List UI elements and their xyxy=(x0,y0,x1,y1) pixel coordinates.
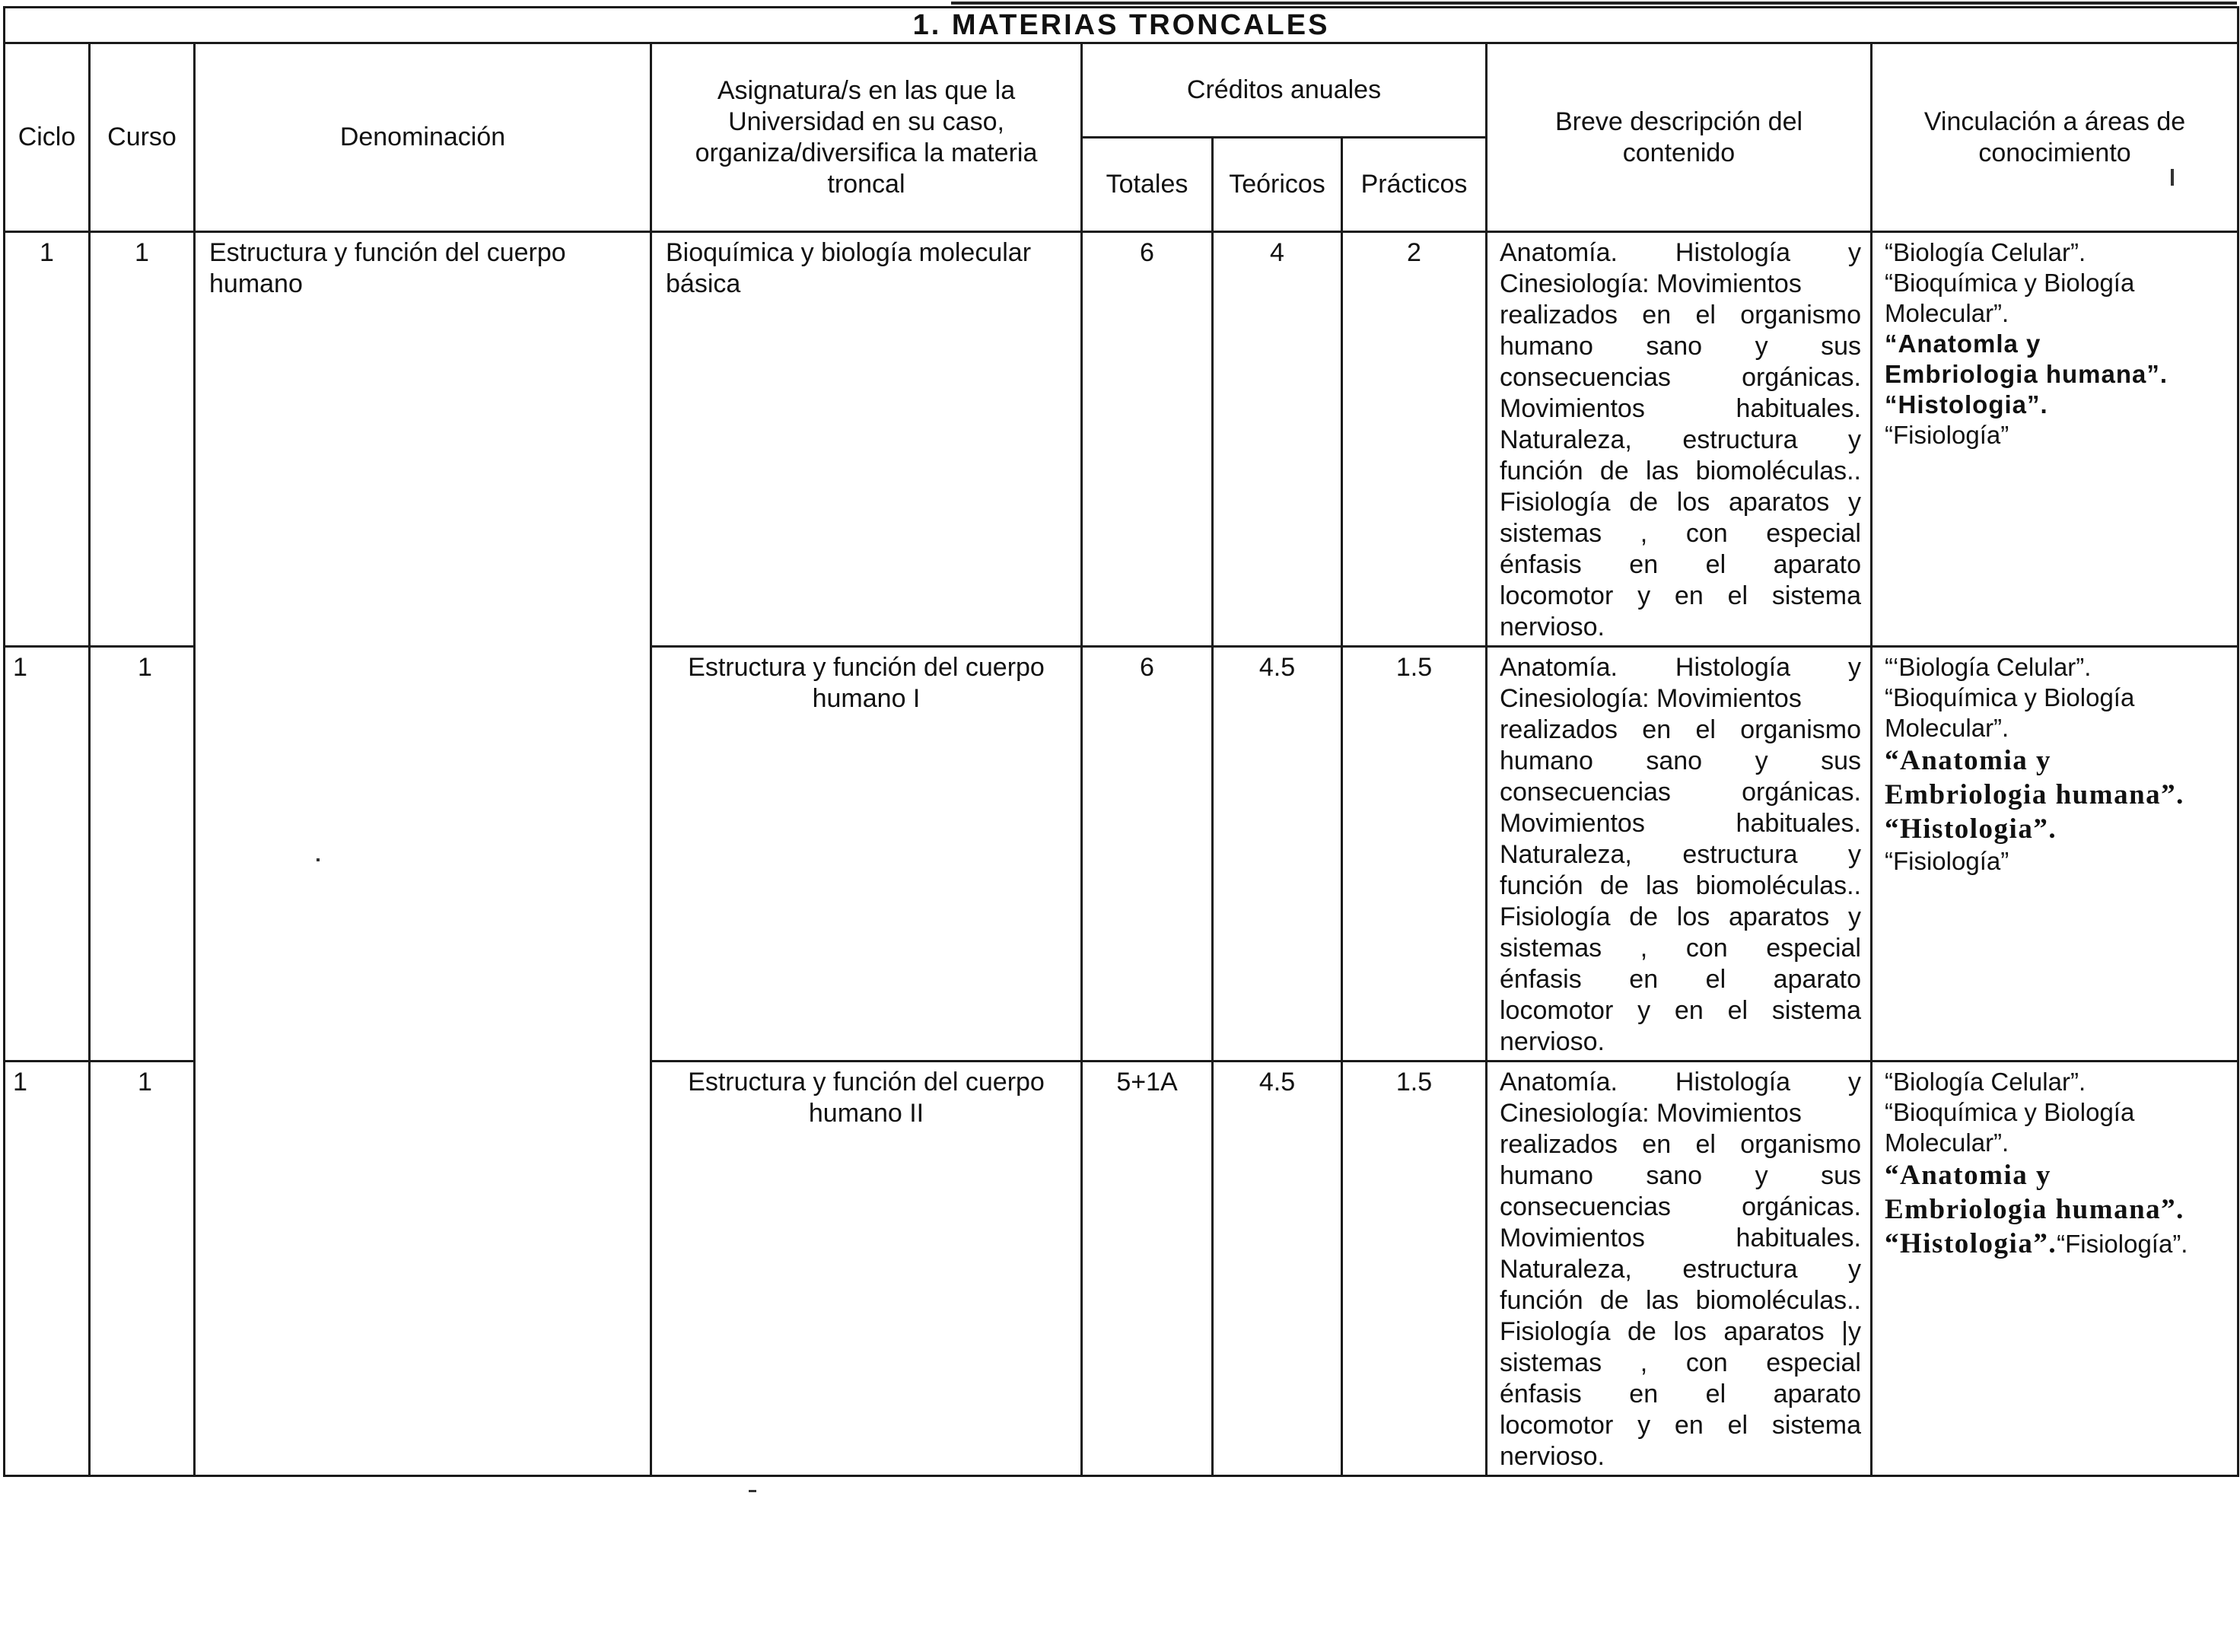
cell-totales: 5+1A xyxy=(1082,1062,1213,1476)
cell-denominacion: Estructura y función del cuerpo humano xyxy=(195,232,651,1476)
vinc-line: “Fisiología” xyxy=(1885,421,2009,449)
desc-line: realizados en el organismo xyxy=(1500,715,1861,744)
desc-line: sistemas , con especial xyxy=(1500,934,1861,963)
desc-line: Movimientos habituales. xyxy=(1500,394,1861,423)
cell-curso: 1 xyxy=(90,647,195,1062)
desc-line: realizados en el organismo xyxy=(1500,301,1861,329)
cell-ciclo: 1 xyxy=(5,232,90,647)
desc-line: humano sano y sus xyxy=(1500,332,1861,361)
vinc-line: Molecular”. xyxy=(1885,714,2009,742)
vinc-line: Embriologia humana”. xyxy=(1885,779,2184,810)
header-vinculacion: Vinculación a áreas de conocimiento xyxy=(1872,43,2238,232)
vinc-line: Embriologia humana”. xyxy=(1885,360,2168,388)
desc-line: nervioso. xyxy=(1500,1442,1605,1471)
materias-troncales-table xyxy=(3,6,2239,1477)
vinc-line: “Bioquímica y Biología xyxy=(1885,1098,2135,1126)
desc-line: locomotor y en el sistema xyxy=(1500,581,1861,610)
header-creditos-anuales: Créditos anuales xyxy=(1082,43,1487,138)
vinc-histologia: “Histologia”. xyxy=(1885,1228,2057,1259)
header-curso: Curso xyxy=(90,43,195,232)
desc-line: consecuencias orgánicas. xyxy=(1500,1192,1861,1221)
table-row xyxy=(5,232,2238,647)
desc-line: locomotor y en el sistema xyxy=(1500,1411,1861,1440)
desc-line: locomotor y en el sistema xyxy=(1500,996,1861,1025)
vinc-line: “Fisiología” xyxy=(1885,847,2009,875)
desc-line: Naturaleza, estructura y xyxy=(1500,425,1861,454)
header-descripcion: Breve descripción del contenido xyxy=(1487,43,1872,232)
vinc-line: Molecular”. xyxy=(1885,1128,2009,1157)
desc-line: Naturaleza, estructura y xyxy=(1500,840,1861,869)
header-ciclo: Ciclo xyxy=(5,43,90,232)
cell-ciclo: 1 xyxy=(5,647,90,1062)
desc-line: énfasis en el aparato xyxy=(1500,965,1861,994)
vinc-line: “Histologia”. xyxy=(1885,390,2048,419)
vinc-line: “Biología Celular”. xyxy=(1885,1068,2086,1096)
desc-line: consecuencias orgánicas. xyxy=(1500,363,1861,392)
header-teoricos: Teóricos xyxy=(1213,138,1342,232)
desc-line: Movimientos habituales. xyxy=(1500,809,1861,838)
cell-curso: 1 xyxy=(90,1062,195,1476)
desc-line: Naturaleza, estructura y xyxy=(1500,1255,1861,1284)
table-title: 1. MATERIAS TRONCALES xyxy=(5,8,2238,43)
desc-line: Fisiología de los aparatos y xyxy=(1500,488,1861,517)
cell-practicos: 1.5 xyxy=(1342,1062,1487,1476)
cell-totales: 6 xyxy=(1082,647,1213,1062)
desc-line: Fisiología de los aparatos |y xyxy=(1500,1317,1861,1346)
desc-line: énfasis en el aparato xyxy=(1500,550,1861,579)
vinc-line: “Anatomla y xyxy=(1885,329,2041,358)
cell-totales: 6 xyxy=(1082,232,1213,647)
desc-line: consecuencias orgánicas. xyxy=(1500,778,1861,807)
cell-descripcion xyxy=(1487,1062,1872,1476)
vinc-line: “Biología Celular”. xyxy=(1885,238,2086,266)
scan-speck xyxy=(749,1490,756,1492)
desc-line: Movimientos habituales. xyxy=(1500,1224,1861,1253)
cell-curso: 1 xyxy=(90,232,195,647)
cell-practicos: 1.5 xyxy=(1342,647,1487,1062)
desc-line: Anatomía. Histología y xyxy=(1500,238,1861,267)
header-row-1 xyxy=(5,43,2238,138)
desc-line: sistemas , con especial xyxy=(1500,519,1861,548)
header-totales: Totales xyxy=(1082,138,1213,232)
header-asignatura: Asignatura/s en las que la Universidad en su caso, organiza/diversifica la materia troncal xyxy=(651,43,1082,232)
title-row xyxy=(5,8,2238,43)
cell-practicos: 2 xyxy=(1342,232,1487,647)
scan-speck xyxy=(2171,169,2174,186)
cell-descripcion xyxy=(1487,232,1872,647)
desc-line: sistemas , con especial xyxy=(1500,1348,1861,1377)
desc-line: Anatomía. Histología y xyxy=(1500,653,1861,682)
vinc-line: Molecular”. xyxy=(1885,299,2009,327)
desc-line: humano sano y sus xyxy=(1500,746,1861,775)
cell-vinculacion xyxy=(1872,232,2238,647)
vinc-line: Embriologia humana”. xyxy=(1885,1194,2184,1225)
cell-teoricos: 4.5 xyxy=(1213,1062,1342,1476)
vinc-line: “‘Biología Celular”. xyxy=(1885,653,2092,681)
desc-line: realizados en el organismo xyxy=(1500,1130,1861,1159)
desc-line: nervioso. xyxy=(1500,613,1605,641)
cell-vinculacion xyxy=(1872,1062,2238,1476)
desc-line: función de las biomoléculas.. xyxy=(1500,871,1861,900)
vinc-fisiologia: “Fisiología”. xyxy=(2057,1230,2188,1258)
desc-line: Cinesiología: Movimientos xyxy=(1500,269,1802,298)
cell-descripcion xyxy=(1487,647,1872,1062)
top-rule xyxy=(951,2,2237,5)
cell-asignatura: Estructura y función del cuerpo humano I xyxy=(651,647,1082,1062)
vinc-line: “Anatomia y xyxy=(1885,745,2051,776)
desc-line: énfasis en el aparato xyxy=(1500,1380,1861,1408)
vinc-line: “Bioquímica y Biología xyxy=(1885,683,2135,711)
desc-line: humano sano y sus xyxy=(1500,1161,1861,1190)
desc-line: Cinesiología: Movimientos xyxy=(1500,1099,1802,1128)
vinc-line: “Anatomia y xyxy=(1885,1160,2051,1191)
vinc-line: “Bioquímica y Biología xyxy=(1885,269,2135,297)
header-denominacion: Denominación xyxy=(195,43,651,232)
cell-asignatura: Bioquímica y biología molecular básica xyxy=(651,232,1082,647)
desc-line: Anatomía. Histología y xyxy=(1500,1068,1861,1097)
vinc-line: “Histologia”. xyxy=(1885,813,2057,845)
desc-line: función de las biomoléculas.. xyxy=(1500,457,1861,485)
cell-ciclo: 1 xyxy=(5,1062,90,1476)
desc-line: Cinesiología: Movimientos xyxy=(1500,684,1802,713)
cell-teoricos: 4.5 xyxy=(1213,647,1342,1062)
desc-line: Fisiología de los aparatos y xyxy=(1500,902,1861,931)
cell-teoricos: 4 xyxy=(1213,232,1342,647)
desc-line: nervioso. xyxy=(1500,1027,1605,1056)
cell-asignatura: Estructura y función del cuerpo humano II xyxy=(651,1062,1082,1476)
cell-vinculacion xyxy=(1872,647,2238,1062)
vinc-line-mixed xyxy=(1885,1227,2229,1261)
header-practicos: Prácticos xyxy=(1342,138,1487,232)
desc-line: función de las biomoléculas.. xyxy=(1500,1286,1861,1315)
scan-speck xyxy=(317,858,320,861)
